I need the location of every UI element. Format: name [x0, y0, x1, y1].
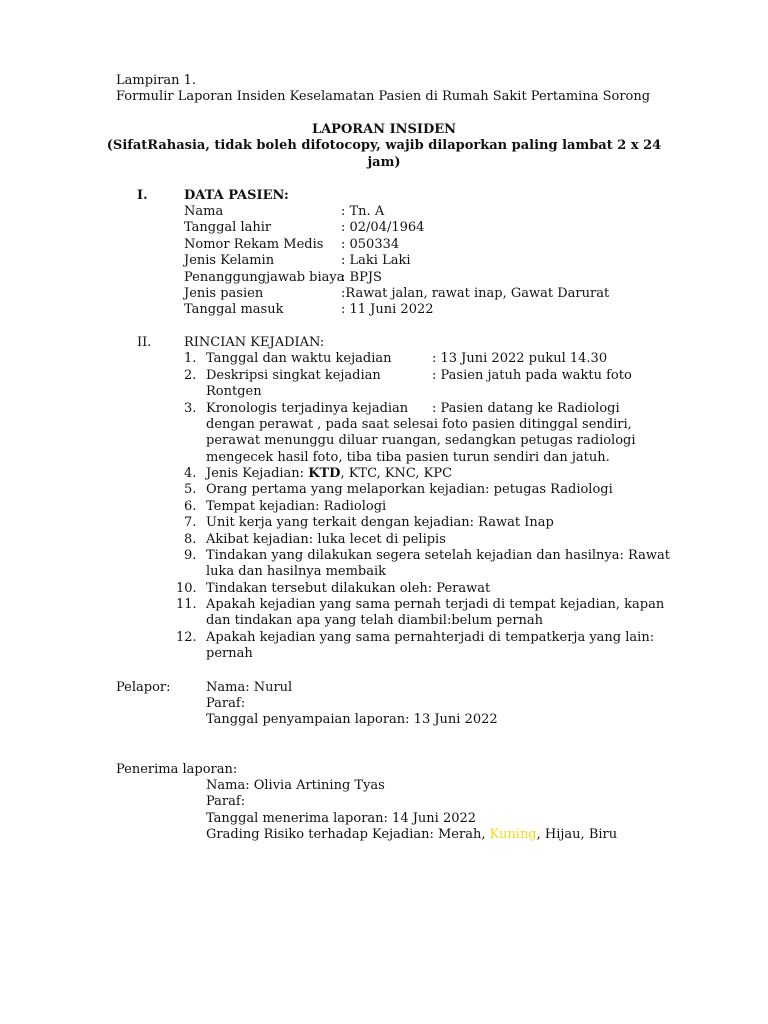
list-number: 6.: [184, 499, 197, 514]
list-item-text: [206, 466, 452, 482]
list-number: 9.: [184, 548, 197, 563]
field-label: Jenis Kelamin: [184, 253, 275, 268]
list-item-text: Tindakan tersebut dilakukan oleh: Perawat: [206, 581, 491, 596]
field-label: Penanggungjawab biaya: [184, 270, 345, 285]
field-label: Tanggal lahir: [184, 220, 272, 235]
list-number: 3.: [184, 401, 197, 416]
list-number: 10.: [176, 581, 197, 596]
risk-grading-label: Grading Risiko terhadap Kejadian: Merah,: [206, 827, 490, 842]
list-item-value: : Pasien datang ke Radiologi: [432, 401, 620, 416]
risk-grading: [206, 827, 617, 843]
list-item-continuation: luka dan hasilnya membaik: [206, 564, 387, 579]
list-item-text: Tindakan yang dilakukan segera setelah kejadian dan hasilnya: Rawat: [206, 548, 670, 563]
field-value: : Tn. A: [341, 204, 385, 219]
report-title: LAPORAN INSIDEN: [311, 122, 457, 137]
field-label: Tanggal masuk: [184, 302, 284, 317]
field-value: : 02/04/1964: [341, 220, 425, 235]
list-number: 11.: [176, 597, 197, 612]
section2-heading: RINCIAN KEJADIAN:: [184, 335, 325, 350]
list-number: 5.: [184, 482, 197, 497]
section1-numeral: I.: [137, 188, 148, 203]
field-value: : Laki Laki: [341, 253, 411, 268]
incident-type-selected: KTD: [308, 466, 341, 481]
field-value: :Rawat jalan, rawat inap, Gawat Darurat: [341, 286, 610, 301]
receiver-name: Nama: Olivia Artining Tyas: [206, 778, 385, 793]
risk-grading-highlight: Kuning: [489, 827, 537, 842]
incident-type-options: , KTC, KNC, KPC: [340, 466, 453, 481]
list-number: 1.: [184, 351, 197, 366]
reporter-name: Nama: Nurul: [206, 680, 293, 695]
list-item-value: : 13 Juni 2022 pukul 14.30: [432, 351, 608, 366]
list-item-continuation: mengecek hasil foto, tiba tiba pasien turun sendiri dan jatuh.: [206, 450, 610, 465]
list-item-text: Tanggal dan waktu kejadian: [206, 351, 392, 366]
list-item-text: Unit kerja yang terkait dengan kejadian: Rawat Inap: [206, 515, 554, 530]
field-label: Nama: [184, 204, 224, 219]
list-item-text: Kronologis terjadinya kejadian: [206, 401, 409, 416]
field-label: Nomor Rekam Medis: [184, 237, 324, 252]
risk-grading-rest: , Hijau, Biru: [536, 827, 618, 842]
receiver-date: Tanggal menerima laporan: 14 Juni 2022: [206, 811, 477, 826]
incident-type-label: Jenis Kejadian:: [206, 466, 309, 481]
receiver-signature: Paraf:: [206, 794, 246, 809]
list-item-text: Apakah kejadian yang sama pernah terjadi di tempat kejadian, kapan: [206, 597, 665, 612]
field-label: Jenis pasien: [184, 286, 264, 301]
reporter-signature: Paraf:: [206, 696, 246, 711]
field-value: : 11 Juni 2022: [341, 302, 434, 317]
list-number: 2.: [184, 368, 197, 383]
list-number: 7.: [184, 515, 197, 530]
report-subtitle-line1: (SifatRahasia, tidak boleh difotocopy, wajib dilaporkan paling lambat 2 x 24: [106, 138, 662, 153]
section2-numeral: II.: [137, 335, 152, 350]
list-item-continuation: dengan perawat , pada saat selesai foto pasien ditinggal sendiri,: [206, 417, 632, 432]
attachment-label: Lampiran 1.: [116, 73, 197, 88]
section1-heading: DATA PASIEN:: [184, 188, 289, 203]
list-item-text: Deskripsi singkat kejadian: [206, 368, 381, 383]
report-subtitle-line2: jam): [367, 155, 401, 170]
list-item-continuation: pernah: [206, 646, 253, 661]
list-item-continuation: Rontgen: [206, 384, 262, 399]
reporter-date: Tanggal penyampaian laporan: 13 Juni 2022: [206, 712, 498, 727]
list-number: 8.: [184, 532, 197, 547]
list-item-value: : Pasien jatuh pada waktu foto: [432, 368, 632, 383]
receiver-label: Penerima laporan:: [116, 762, 238, 777]
list-item-continuation: dan tindakan apa yang telah diambil:belum pernah: [206, 613, 544, 628]
form-title: Formulir Laporan Insiden Keselamatan Pasien di Rumah Sakit Pertamina Sorong: [116, 89, 651, 104]
list-item-text: Akibat kejadian: luka lecet di pelipis: [206, 532, 446, 547]
field-value: : BPJS: [341, 270, 382, 285]
list-item-text: Apakah kejadian yang sama pernahterjadi di tempatkerja yang lain:: [206, 630, 655, 645]
list-item-text: Orang pertama yang melaporkan kejadian: petugas Radiologi: [206, 482, 613, 497]
reporter-label: Pelapor:: [116, 680, 171, 695]
list-number: 4.: [184, 466, 197, 481]
list-number: 12.: [176, 630, 197, 645]
list-item-continuation: perawat menunggu diluar ruangan, sedangkan petugas radiologi: [206, 433, 636, 448]
field-value: : 050334: [341, 237, 400, 252]
list-item-text: Tempat kejadian: Radiologi: [206, 499, 387, 514]
